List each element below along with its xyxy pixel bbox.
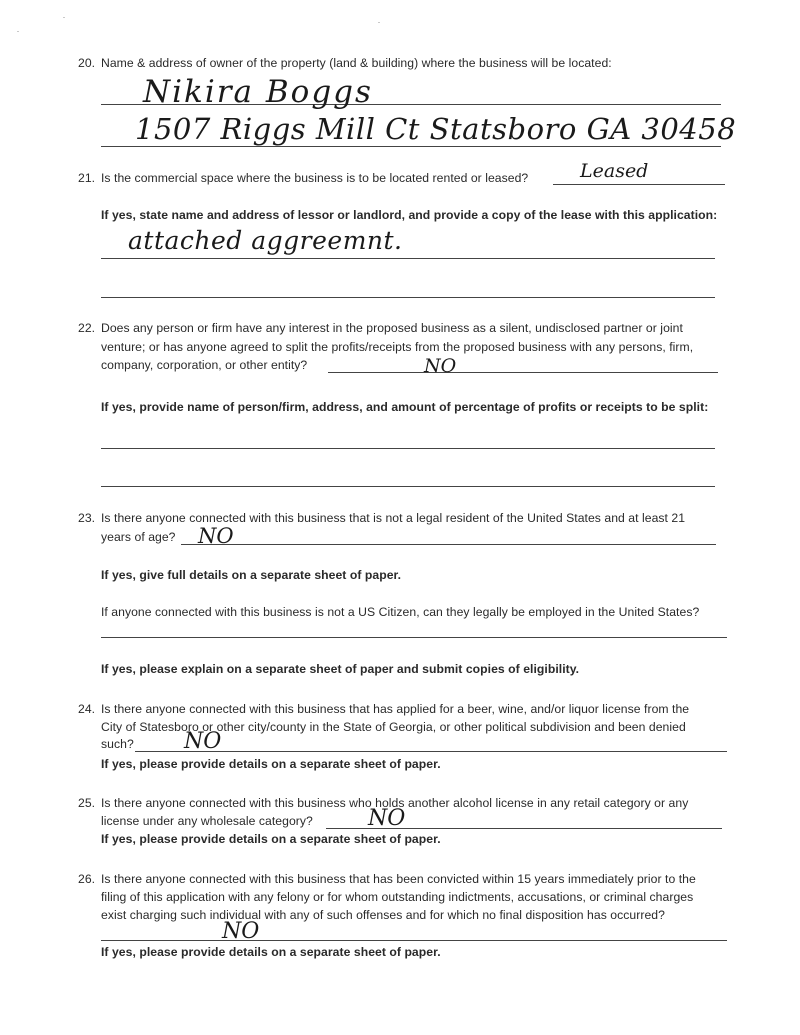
answer-line <box>553 184 725 185</box>
answer-line <box>101 297 715 298</box>
question-text-line: Is there anyone connected with this business who holds another alcohol license in any retail category or any <box>101 796 689 810</box>
question-number: 21. <box>78 171 96 185</box>
answer-line <box>101 258 715 259</box>
question-text-line: years of age? <box>101 530 176 544</box>
question-text-line: exist charging such individual with any of such offenses and for which no final disposition has occurred? <box>101 908 665 922</box>
question-text: Is the commercial space where the business is to be located rented or leased? <box>101 171 529 185</box>
followup-instruction: If yes, provide name of person/firm, address, and amount of percentage of profits or receipts to be split: <box>101 400 709 414</box>
handwritten-owner-address: 1507 Riggs Mill Ct Statsboro GA 30458 <box>135 112 737 146</box>
scan-speck <box>17 31 19 32</box>
followup-instruction: If yes, please provide details on a separate sheet of paper. <box>101 945 441 959</box>
question-number: 24. <box>78 702 96 716</box>
followup-instruction: If yes, state name and address of lessor or landlord, and provide a copy of the lease with this application: <box>101 208 718 222</box>
citizen-question: If anyone connected with this business is not a US Citizen, can they legally be employed in the United States? <box>101 605 700 619</box>
question-number: 25. <box>78 796 96 810</box>
answer-line <box>101 940 727 941</box>
followup-instruction: If yes, please explain on a separate sheet of paper and submit copies of eligibility. <box>101 662 580 676</box>
answer-line <box>101 448 715 449</box>
answer-line <box>101 146 721 147</box>
followup-instruction: If yes, please provide details on a separate sheet of paper. <box>101 832 441 846</box>
followup-instruction: If yes, please provide details on a separate sheet of paper. <box>101 757 441 771</box>
question-text-line: Is there anyone connected with this business that is not a legal resident of the United States and at least 21 <box>101 511 686 525</box>
question-text-line: license under any wholesale category? <box>101 814 313 828</box>
question-text: Name & address of owner of the property (land & building) where the business will be located: <box>101 56 612 70</box>
answer-line <box>328 372 718 373</box>
handwritten-answer: NO <box>198 524 234 548</box>
followup-instruction: If yes, give full details on a separate sheet of paper. <box>101 568 402 582</box>
question-number: 23. <box>78 511 96 525</box>
question-text-line: company, corporation, or other entity? <box>101 358 308 372</box>
question-number: 22. <box>78 321 96 335</box>
handwritten-answer: Leased <box>580 160 649 182</box>
handwritten-answer: NO <box>368 806 406 831</box>
handwritten-owner-name: Nikira Boggs <box>143 74 373 110</box>
question-text-line: Is there anyone connected with this business that has been convicted within 15 years immediately prior to the <box>101 872 696 886</box>
question-text-line: Does any person or firm have any interest in the proposed business as a silent, undisclosed partner or joint <box>101 321 683 335</box>
answer-line <box>181 544 716 545</box>
question-text-line: venture; or has anyone agreed to split the profits/receipts from the proposed business with any persons, firm, <box>101 340 694 354</box>
question-text-line: such? <box>101 737 134 751</box>
question-number: 20. <box>78 56 96 70</box>
answer-line <box>101 637 727 638</box>
scan-speck <box>63 17 65 18</box>
question-text-line: City of Statesboro or other city/county in the State of Georgia, or other political subdivision and been denied <box>101 720 686 734</box>
question-number: 26. <box>78 872 96 886</box>
answer-line <box>135 751 727 752</box>
handwritten-answer: NO <box>424 355 457 377</box>
answer-line <box>101 486 715 487</box>
question-text-line: filing of this application with any felony or for whom outstanding indictments, accusations, or criminal charges <box>101 890 694 904</box>
scan-speck <box>378 22 380 23</box>
handwritten-lessor-answer: attached aggreemnt. <box>128 226 403 255</box>
handwritten-answer: NO <box>184 729 222 754</box>
handwritten-answer: NO <box>222 919 260 944</box>
question-text-line: Is there anyone connected with this business that has applied for a beer, wine, and/or liquor license from the <box>101 702 690 716</box>
